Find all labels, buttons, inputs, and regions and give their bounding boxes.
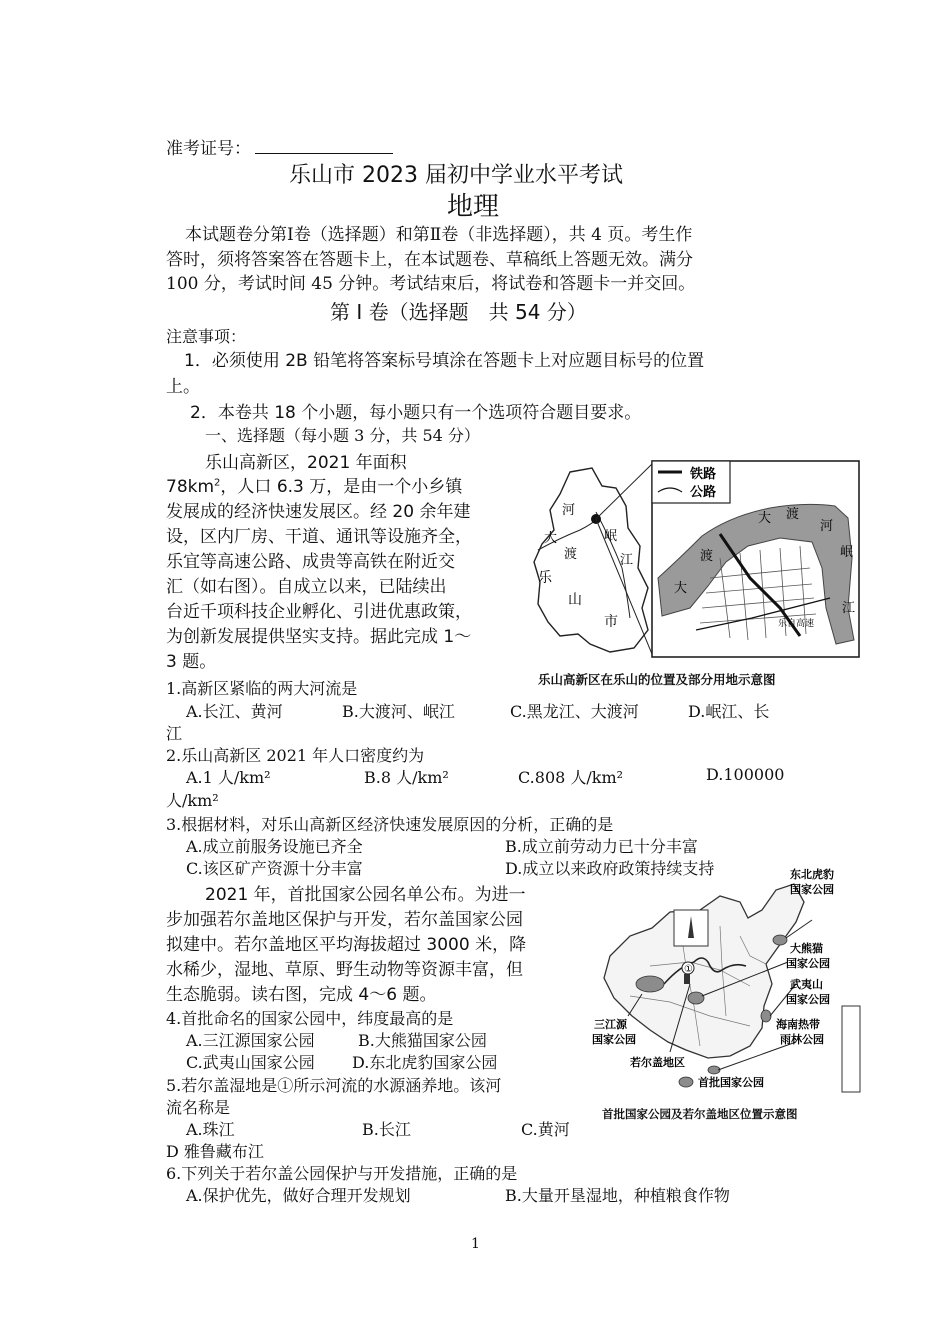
label-sanjiang-1: 三江源 [594,1018,627,1031]
passage1-l4: 设，区内厂房、干道、通讯等设施齐全， [166,527,472,547]
label-wuyi-1: 武夷山 [790,978,823,991]
inset-label-min: 岷 [840,545,854,560]
inset-label-da2: 大 [674,581,688,596]
q4-option-c[interactable]: C.武夷山国家公园 [186,1053,315,1072]
note-2: 2．本卷共 18 个小题，每小题只有一个选项符合题目要求。 [190,403,642,423]
q5-option-d[interactable]: D 雅鲁藏布江 [166,1142,264,1161]
exam-title: 乐山市 2023 届初中学业水平考试 [289,163,623,188]
label-ruoergai: 若尔盖地区 [630,1056,685,1069]
wuyishan-park [761,1010,771,1022]
inset-label-jiang: 江 [842,601,856,616]
q2-option-a[interactable]: A.1 人/km² [186,768,271,787]
q3-option-c[interactable]: C.该区矿产资源十分丰富 [186,859,363,878]
q1-option-c[interactable]: C.黑龙江、大渡河 [510,702,639,721]
q2-option-b[interactable]: B.8 人/km² [364,768,449,787]
ruoergai-marker [684,974,690,984]
subject-title: 地理 [447,192,500,222]
inset-label-du: 渡 [786,507,800,522]
q2-stem: 2.乐山高新区 2021 年人口密度约为 [166,746,425,765]
q1-stem: 1.高新区紧临的两大河流是 [166,679,358,698]
inset-label-da: 大 [758,511,772,526]
giant-panda-park [688,992,704,1004]
map1-label-shan: 山 [568,592,582,608]
q3-stem: 3.根据材料，对乐山高新区经济快速发展原因的分析，正确的是 [166,815,614,834]
intro-line-3: 100 分，考试时间 45 分钟。考试结束后，将试卷和答题卡一并交回。 [166,274,696,294]
section-title: 第 Ⅰ 卷（选择题 共 54 分） [330,300,587,324]
q5-option-c[interactable]: C.黄河 [521,1120,570,1139]
label-hainan-2: 雨林公园 [780,1033,824,1046]
q5-option-b[interactable]: B.长江 [362,1120,411,1139]
label-panda-2: 国家公园 [786,957,830,970]
map1-label-jiang: 江 [620,553,634,568]
legend-park-label: 首批国家公园 [698,1076,764,1089]
note-1b: 上。 [166,377,200,397]
inset-label-he: 河 [820,519,834,534]
china-parks-map-svg [590,866,862,1106]
map1-label-da: 大 [544,531,558,546]
china-parks-map [590,866,862,1106]
passage1-l9: 3 题。 [166,652,217,672]
q6-option-a[interactable]: A.保护优先，做好合理开发规划 [186,1186,411,1205]
tiger-leopard-park [773,935,787,945]
leshan-map-svg [530,458,862,662]
q6-option-b[interactable]: B.大量开垦湿地，种植粮食作物 [505,1186,730,1205]
inset-label-du2: 渡 [700,549,714,564]
q5-stem-1: 5.若尔盖湿地是①所示河流的水源涵养地。该河 [166,1076,502,1095]
q1-option-b[interactable]: B.大渡河、岷江 [342,702,455,721]
part-label: 一、选择题（每小题 3 分，共 54 分） [205,426,480,445]
q1-option-d[interactable]: D.岷江、长 [688,702,770,721]
legend-rail-label: 铁路 [690,467,717,482]
q3-option-d[interactable]: D.成立以来政府政策持续支持 [505,859,715,878]
legend-road-label: 公路 [690,485,717,500]
passage1-l8: 为创新发展提供坚实支持。据此完成 1～ [166,627,472,647]
intro-line-1: 本试题卷分第Ⅰ卷（选择题）和第Ⅱ卷（非选择题），共 4 页。考生作 [185,225,693,245]
sanjiangyuan-park [636,976,664,992]
map1-label-du: 渡 [564,547,578,562]
label-wuyi-2: 国家公园 [786,993,830,1006]
q2-option-d[interactable]: D.100000 [706,765,785,784]
q4-stem: 4.首批命名的国家公园中，纬度最高的是 [166,1009,454,1028]
passage1-l3: 发展成的经济快速发展区。经 20 余年建 [166,502,471,522]
passage2-l3: 拟建中。若尔盖地区平均海拔超过 3000 米，降 [166,935,527,955]
passage1-l5: 乐宜等高速公路、成贵等高铁在附近交 [166,552,455,572]
exam-id-label: 准考证号： [166,139,251,159]
q3-option-a[interactable]: A.成立前服务设施已齐全 [186,837,363,856]
page-number: 1 [471,1236,480,1252]
passage1-l6: 汇（如右图）。自成立以来，已陆续出 [166,577,447,597]
q2-option-d-cont: 人/km² [166,791,219,810]
map1-label-he: 河 [562,503,576,518]
passage1-l2: $78km^2$，人口 6.3 万，是由一个小乡镇 [166,477,463,497]
q4-option-a[interactable]: A.三江源国家公园 [186,1031,315,1050]
passage2-l2: 步加强若尔盖地区保护与开发，若尔盖国家公园 [166,910,523,930]
label-panda-1: 大熊猫 [790,942,823,955]
passage2-l5: 生态脆弱。读右图，完成 4～6 题。 [166,985,437,1005]
passage2-l1: 2021 年，首批国家公园名单公布。为进一 [205,885,526,905]
inset-label-gaosu: 乐自高速 [778,619,815,629]
map1-label-min: 岷 [604,529,618,544]
q6-stem: 6.下列关于若尔盖公园保护与开发措施，正确的是 [166,1164,518,1183]
passage1-l1: 乐山高新区，2021 年面积 [205,453,407,473]
label-sanjiang-2: 国家公园 [592,1033,636,1046]
map1-label-shi: 市 [604,614,618,630]
label-hainan-1: 海南热带 [776,1018,820,1031]
legend-park-swatch [679,1077,693,1087]
q4-option-b[interactable]: B.大熊猫国家公园 [358,1031,487,1050]
exam-id-line [166,134,393,159]
leshan-map [530,458,862,662]
q1-option-a[interactable]: A.长江、黄河 [186,702,283,721]
south-sea-inset [842,1006,860,1092]
river-marker-label: ① [684,964,693,975]
intro-line-2: 答时，须将答案答在答题卡上，在本试题卷、草稿纸上答题无效。满分 [166,250,693,270]
label-tiger-1: 东北虎豹 [790,868,834,881]
q2-option-c[interactable]: C.808 人/km² [518,768,624,787]
passage1-l7: 台近千项科技企业孵化、引进优惠政策， [166,602,472,622]
passage2-l4: 水稀少，湿地、草原、野生动物等资源丰富，但 [166,960,523,980]
label-tiger-2: 国家公园 [790,883,834,896]
exam-id-blank[interactable] [255,139,393,154]
note-1a: 1．必须使用 2B 铅笔将答案标号填涂在答题卡上对应题目标号的位置 [184,351,705,371]
q1-option-d-cont: 江 [166,724,183,743]
q4-option-d[interactable]: D.东北虎豹国家公园 [352,1053,498,1072]
map1-label-le: 乐 [538,570,552,586]
map2-caption: 首批国家公园及若尔盖地区位置示意图 [602,1107,798,1121]
q5-stem-2: 流名称是 [166,1098,231,1117]
map1-caption: 乐山高新区在乐山的位置及部分用地示意图 [538,672,776,687]
q5-option-a[interactable]: A.珠江 [186,1120,235,1139]
notes-label: 注意事项： [166,327,247,346]
q3-option-b[interactable]: B.成立前劳动力已十分丰富 [505,837,698,856]
